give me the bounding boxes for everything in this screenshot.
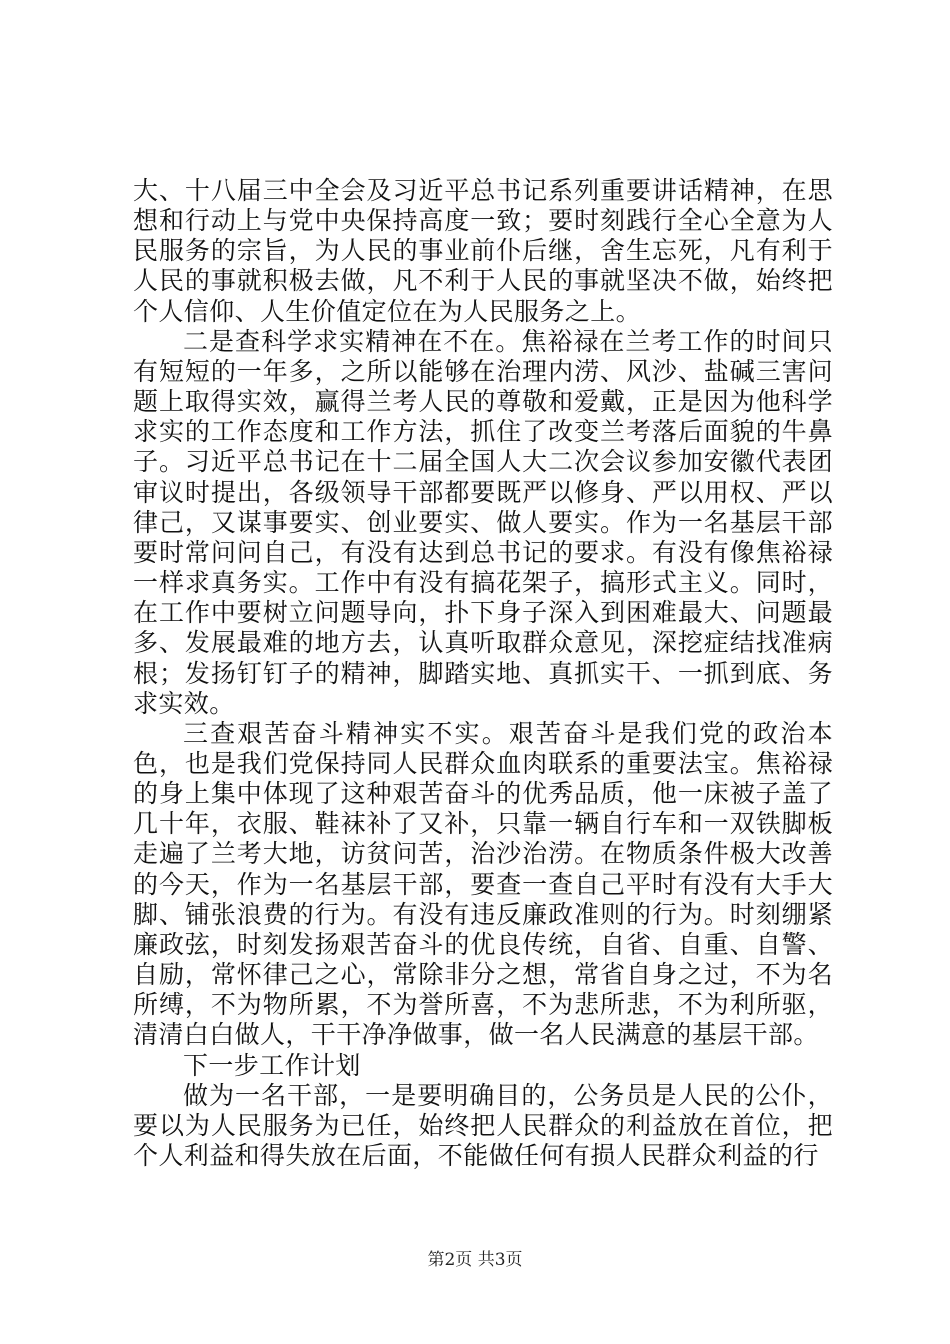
paragraph-next-plan: 做为一名干部，一是要明确目的，公务员是人民的公仆，要以为人民服务为已任，始终把人民群众的利益放在首位，把个人利益和得失放在后面，不能做任何有损人民群众利益的行 xyxy=(133,1080,833,1170)
paragraph-continued: 大、十八届三中全会及习近平总书记系列重要讲话精神，在思想和行动上与党中央保持高度一致；要时刻践行全心全意为人民服务的宗旨，为人民的事业前仆后继，舍生忘死，凡有利于人民的事就积极去做，凡不利于人民的事就坚决不做，始终把个人信仰、人生价值定位在为人民服务之上。 xyxy=(133,176,833,326)
page-number: 第2页 共3页 xyxy=(427,1250,523,1270)
document-body xyxy=(133,176,833,1171)
section-heading-next-plan: 下一步工作计划 xyxy=(183,1050,361,1080)
paragraph-hard-work-spirit: 三查艰苦奋斗精神实不实。艰苦奋斗是我们党的政治本色，也是我们党保持同人民群众血肉联系的重要法宝。焦裕禄的身上集中体现了这种艰苦奋斗的优秀品质，他一床被子盖了几十年，衣服、鞋袜补了又补，只靠一辆自行车和一双铁脚板走遍了兰考大地，访贫问苦，治沙治涝。在物质条件极大改善的今天，作为一名基层干部，要查一查自己平时有没有大手大脚、铺张浪费的行为。有没有违反廉政准则的行为。时刻绷紧廉政弦，时刻发扬艰苦奋斗的优良传统，自省、自重、自警、自励，常怀律己之心，常除非分之想，常省自身之过，不为名所缚，不为物所累，不为誉所喜，不为悲所悲，不为利所驱，清清白白做人，干干净净做事，做一名人民满意的基层干部。 xyxy=(133,718,833,1050)
paragraph-scientific-spirit: 二是查科学求实精神在不在。焦裕禄在兰考工作的时间只有短短的一年多，之所以能够在治理内涝、风沙、盐碱三害问题上取得实效，赢得兰考人民的尊敬和爱戴，正是因为他科学求实的工作态度和工作方法，抓住了改变兰考落后面貌的牛鼻子。习近平总书记在十二届全国人大二次会议参加安徽代表团审议时提出，各级领导干部都要既严以修身、严以用权、严以律己，又谋事要实、创业要实、做人要实。作为一名基层干部要时常问问自己，有没有达到总书记的要求。有没有像焦裕禄一样求真务实。工作中有没有搞花架子，搞形式主义。同时，在工作中要树立问题导向，扑下身子深入到困难最大、问题最多、发展最难的地方去，认真听取群众意见，深挖症结找准病根；发扬钉钉子的精神，脚踏实地、真抓实干、一抓到底、务求实效。 xyxy=(133,326,833,718)
